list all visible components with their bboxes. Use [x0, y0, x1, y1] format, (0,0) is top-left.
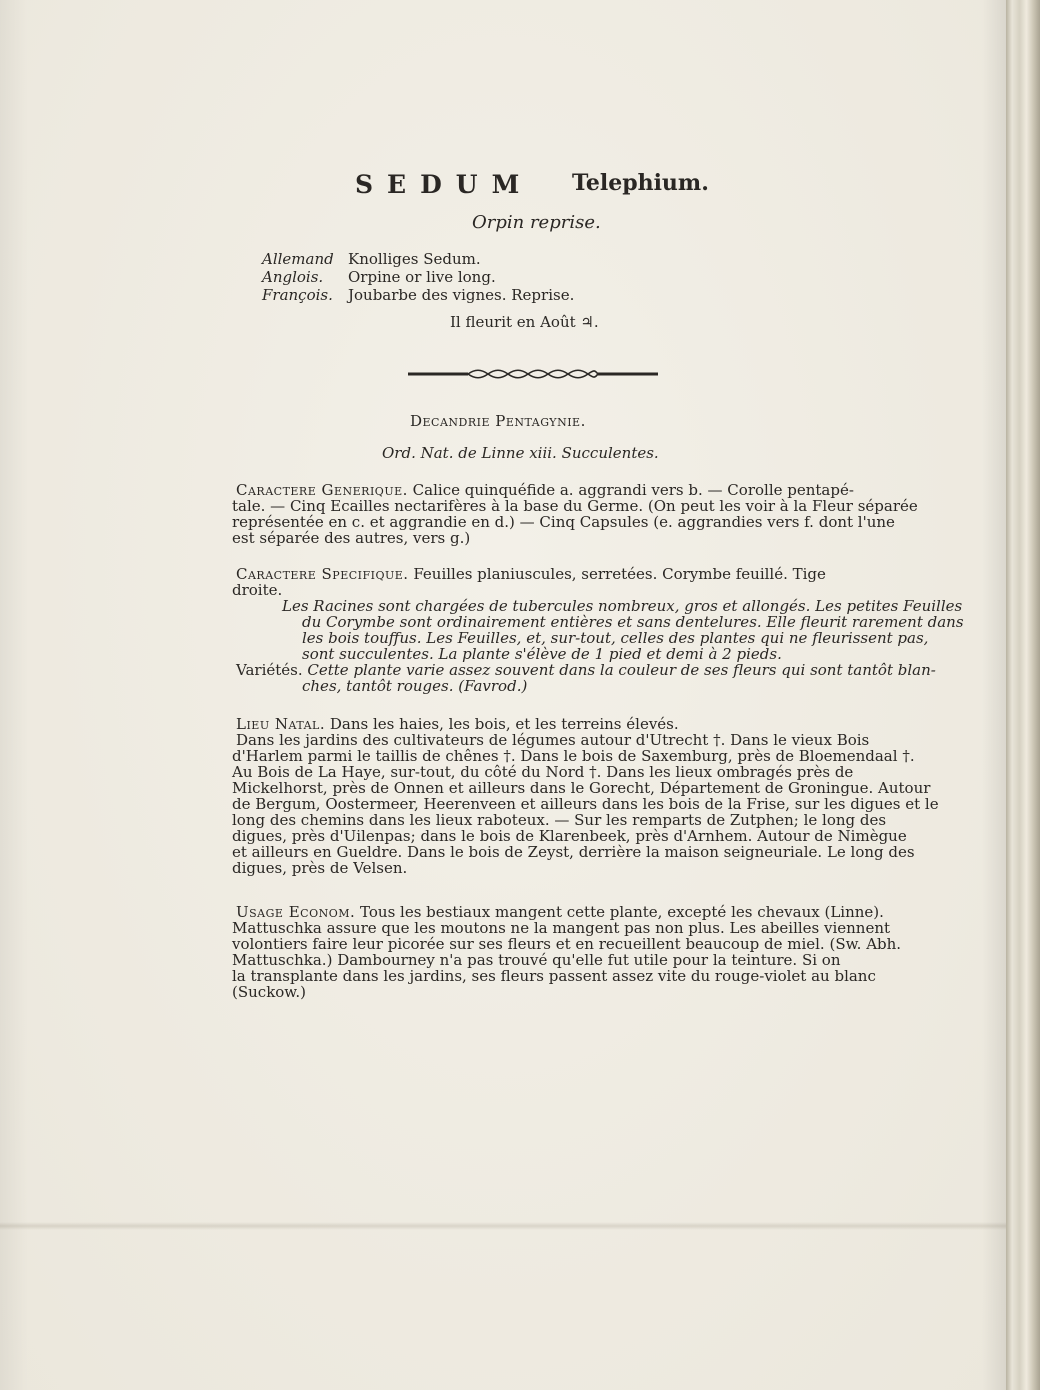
- vernacular-name: Joubarbe des vignes. Reprise.: [348, 286, 575, 304]
- paragraph-line: Mickelhorst, près de Onnen et ailleurs dans le Gorecht, Département de Groningue. Autour: [232, 779, 931, 797]
- paragraph-line: Au Bois de La Haye, sur-tout, du côté du Nord †. Dans les lieux ombragés près de: [232, 763, 854, 781]
- paragraph-line: (Suckow.): [232, 983, 306, 1001]
- paragraph-line: Mattuschka.) Dambourney n'a pas trouvé qu'elle fut utile pour la teinture. Si on: [232, 951, 841, 969]
- paragraph-line: volontiers faire leur picorée sur ses fleurs et en recueillent beaucoup de miel. (Sw. Abh.: [232, 935, 902, 953]
- section-label: Lieu Natal.: [236, 715, 326, 733]
- name-row-german: [262, 252, 481, 267]
- name-row-french: [262, 288, 574, 303]
- paragraph-line: de Bergum, Oostermeer, Heerenveen et ailleurs dans les bois de la Frise, sur les digues et le: [232, 795, 939, 813]
- classification-heading: Decandrie Pentagynie.: [410, 412, 586, 430]
- paragraph-line: droite.: [232, 581, 283, 599]
- language-label: Anglois.: [262, 268, 324, 286]
- paragraph-line: la transplante dans les jardins, ses fleurs passent assez vite du rouge-violet au blanc: [232, 967, 876, 985]
- paragraph-line: représentée en c. et aggrandie en d.) — Cinq Capsules (e. aggrandies vers f. dont l'une: [232, 513, 895, 531]
- paragraph-line: d'Harlem parmi le taillis de chênes †. Dans le bois de Saxemburg, près de Bloemendaal †.: [232, 747, 915, 765]
- paragraph-line: long des chemins dans les lieux raboteux. — Sur les remparts de Zutphen; le long des: [232, 811, 887, 829]
- note-line: Les Racines sont chargées de tubercules nombreux, gros et allongés. Les petites Feuilles: [282, 597, 963, 615]
- paragraph-line: et ailleurs en Gueldre. Dans le bois de Zeyst, derrière la maison seigneuriale. Le long des: [232, 843, 915, 861]
- page-edges: [1006, 0, 1040, 1390]
- title-genus: SEDUM: [355, 170, 534, 199]
- title-species: Telephium.: [572, 170, 709, 196]
- common-name: Orpin reprise.: [472, 212, 601, 233]
- economic-usage: [232, 903, 902, 1001]
- paragraph-line: tale. — Cinq Ecailles nectarifères à la base du Germe. (On peut les voir à la Fleur séparée: [232, 497, 918, 515]
- note-line: Cette plante varie assez souvent dans la couleur de ses fleurs qui sont tantôt blan-: [302, 661, 936, 679]
- language-label: François.: [262, 286, 333, 304]
- note-line: sont succulentes. La plante s'élève de 1 pied et demi à 2 pieds.: [302, 645, 782, 663]
- vernacular-name: Knolliges Sedum.: [348, 250, 481, 268]
- note-line: ches, tantôt rouges. (Favrod.): [302, 677, 528, 695]
- note-line: du Corymbe sont ordinairement entières et sans dentelures. Elle fleurit rarement dans: [302, 613, 964, 631]
- paragraph-line: est séparée des autres, vers g.): [232, 529, 471, 547]
- paragraph-line: digues, près d'Uilenpas; dans le bois de Klarenbeek, près d'Arnhem. Autour de Nimègue: [232, 827, 907, 845]
- paragraph-line: Tous les bestiaux mangent cette plante, excepté les chevaux (Linne).: [355, 903, 884, 921]
- paragraph-line: Dans les haies, les bois, et les terreins élevés.: [325, 715, 679, 733]
- section-label: Caractere Generique.: [236, 481, 408, 499]
- specific-character: [232, 565, 964, 695]
- paragraph-line: digues, près de Velsen.: [232, 859, 408, 877]
- page-fold-shadow: [0, 1222, 1006, 1230]
- section-label: Usage Econom.: [236, 903, 356, 921]
- name-row-english: [262, 270, 496, 285]
- note-line: les bois touffus. Les Feuilles, et, sur-tout, celles des plantes qui ne fleurissent pas,: [302, 629, 929, 647]
- vernacular-name: Orpine or live long.: [348, 268, 496, 286]
- paragraph-line: Mattuschka assure que les moutons ne la mangent pas non plus. Les abeilles viennent: [232, 919, 891, 937]
- language-label: Allemand: [262, 250, 334, 268]
- section-label: Caractere Specifique.: [236, 565, 409, 583]
- flowering-note: Il fleurit en Août ♃.: [450, 313, 599, 331]
- generic-character: [232, 481, 918, 547]
- paragraph-line: Dans les jardins des cultivateurs de légumes autour d'Utrecht †. Dans le vieux Bois: [236, 731, 870, 749]
- native-habitat: [232, 715, 939, 877]
- paragraph-line: Calice quinquéfide a. aggrandi vers b. — Corolle pentapé-: [407, 481, 854, 499]
- natural-order: Ord. Nat. de Linne xiii. Succulentes.: [382, 444, 659, 462]
- varietes-label: Variétés.: [236, 661, 303, 679]
- paragraph-line: Feuilles planiuscules, serretées. Corymbe feuillé. Tige: [408, 565, 826, 583]
- ornamental-rule: [408, 369, 658, 379]
